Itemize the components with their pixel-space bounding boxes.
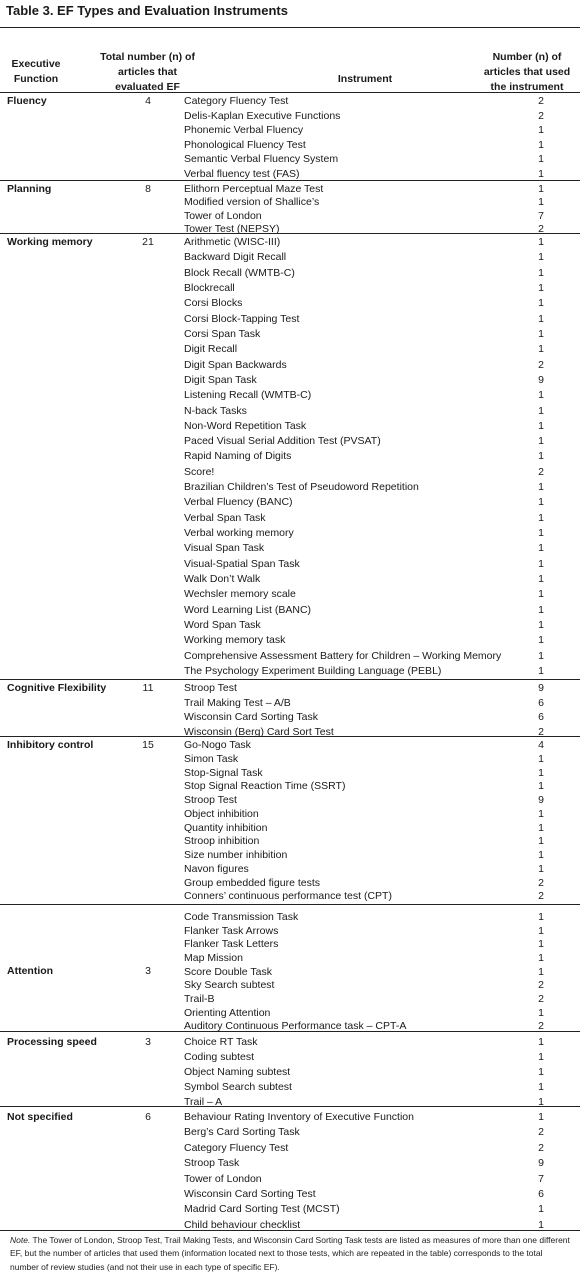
instrument-article-count: 4 [538, 739, 544, 751]
instrument-name: Quantity inhibition [184, 822, 268, 834]
instrument-name: Trail – A [184, 1096, 223, 1108]
instrument-article-count: 1 [538, 139, 544, 151]
instrument-name: Group embedded figure tests [184, 877, 320, 889]
instrument-article-count: 1 [538, 780, 544, 792]
instrument-article-count: 2 [538, 359, 544, 371]
instrument-name: Semantic Verbal Fluency System [184, 153, 339, 165]
bottom-rule [0, 1230, 580, 1231]
instrument-article-count: 1 [538, 588, 544, 600]
instrument-name: Backward Digit Recall [184, 251, 287, 263]
ef-name: Inhibitory control [7, 739, 94, 751]
instrument-name: Stroop inhibition [184, 835, 260, 847]
instrument-name: Delis-Kaplan Executive Functions [184, 110, 341, 122]
instrument-article-count: 1 [538, 604, 544, 616]
top-rule [0, 27, 580, 28]
instrument-article-count: 2 [538, 993, 544, 1005]
instrument-name: Tower of London [184, 1173, 262, 1185]
instrument-article-count: 1 [538, 1096, 544, 1108]
instrument-article-count: 1 [538, 183, 544, 195]
instrument-article-count: 1 [538, 665, 544, 677]
instrument-article-count: 2 [538, 1142, 544, 1154]
instrument-article-count: 1 [538, 196, 544, 208]
instrument-article-count: 1 [538, 966, 544, 978]
instrument-article-count: 7 [538, 210, 544, 222]
header-executive-function: Executive Function [11, 58, 61, 85]
instrument-name: Size number inhibition [184, 849, 288, 861]
instrument-article-count: 1 [538, 1051, 544, 1063]
ef-article-count: 3 [145, 1036, 151, 1048]
instrument-article-count: 1 [538, 450, 544, 462]
group-separator [0, 1106, 580, 1107]
instrument-name: Simon Task [184, 753, 239, 765]
instrument-article-count: 7 [538, 1173, 544, 1185]
instrument-article-count: 1 [538, 512, 544, 524]
header-articles-using-instrument: Number (n) of articles that used the instrument [483, 51, 571, 93]
instrument-article-count: 1 [538, 849, 544, 861]
instrument-name: Verbal Span Task [184, 512, 266, 524]
instrument-name: Stop-Signal Task [184, 767, 263, 779]
instrument-name: Child behaviour checklist [184, 1219, 301, 1231]
instrument-name: Walk Don’t Walk [184, 573, 261, 585]
instrument-article-count: 9 [538, 682, 544, 694]
instrument-article-count: 1 [538, 297, 544, 309]
instrument-name: Choice RT Task [184, 1036, 258, 1048]
instrument-article-count: 1 [538, 435, 544, 447]
instrument-article-count: 2 [538, 223, 544, 235]
instrument-article-count: 1 [538, 124, 544, 136]
group-separator [0, 1031, 580, 1032]
instrument-article-count: 1 [538, 767, 544, 779]
instrument-article-count: 1 [538, 1111, 544, 1123]
instrument-name: Verbal fluency test (FAS) [184, 168, 300, 180]
instrument-article-count: 1 [538, 863, 544, 875]
instrument-article-count: 1 [538, 911, 544, 923]
ef-article-count: 21 [142, 236, 154, 248]
note-label: Note. [10, 1235, 31, 1245]
instrument-article-count: 9 [538, 374, 544, 386]
instrument-name: Go-Nogo Task [184, 739, 251, 751]
instrument-name: Brazilian Children’s Test of Pseudoword Repetition [184, 481, 419, 493]
instrument-name: Verbal Fluency (BANC) [184, 496, 293, 508]
group-separator [0, 736, 580, 737]
instrument-article-count: 9 [538, 1157, 544, 1169]
instrument-name: Working memory task [184, 634, 286, 646]
instrument-name: Visual-Spatial Span Task [184, 558, 300, 570]
instrument-name: Tower Test (NEPSY) [184, 223, 280, 235]
ef-article-count: 6 [145, 1111, 151, 1123]
instrument-name: Wisconsin Card Sorting Test [184, 1188, 316, 1200]
instrument-name: Verbal working memory [184, 527, 294, 539]
instrument-name: Stroop Task [184, 1157, 240, 1169]
instrument-name: Category Fluency Test [184, 1142, 289, 1154]
instrument-article-count: 2 [538, 726, 544, 738]
instrument-article-count: 2 [538, 1020, 544, 1032]
instrument-name: Stroop Test [184, 682, 237, 694]
instrument-article-count: 1 [538, 634, 544, 646]
instrument-article-count: 1 [538, 753, 544, 765]
instrument-article-count: 1 [538, 389, 544, 401]
instrument-article-count: 1 [538, 835, 544, 847]
instrument-article-count: 2 [538, 95, 544, 107]
instrument-name: Trail Making Test – A/B [184, 697, 291, 709]
instrument-name: Category Fluency Test [184, 95, 289, 107]
instrument-article-count: 1 [538, 650, 544, 662]
instrument-article-count: 1 [538, 1066, 544, 1078]
ef-article-count: 8 [145, 183, 151, 195]
ef-name: Not specified [7, 1111, 73, 1123]
instrument-article-count: 2 [538, 110, 544, 122]
ef-article-count: 11 [142, 682, 154, 694]
instrument-article-count: 2 [538, 877, 544, 889]
instrument-article-count: 6 [538, 1188, 544, 1200]
instrument-article-count: 1 [538, 282, 544, 294]
instrument-name: Digit Recall [184, 343, 238, 355]
instrument-article-count: 1 [538, 938, 544, 950]
instrument-name: Stop Signal Reaction Time (SSRT) [184, 780, 346, 792]
instrument-name: Digit Span Task [184, 374, 257, 386]
header-rule [0, 92, 580, 93]
instrument-name: Trail-B [184, 993, 215, 1005]
instrument-article-count: 1 [538, 573, 544, 585]
instrument-name: Block Recall (WMTB-C) [184, 267, 295, 279]
ef-name: Cognitive Flexibility [7, 682, 107, 694]
instrument-name: Coding subtest [184, 1051, 255, 1063]
instrument-name: Madrid Card Sorting Test (MCST) [184, 1203, 340, 1215]
instrument-article-count: 1 [538, 1203, 544, 1215]
ef-name: Processing speed [7, 1036, 97, 1048]
instrument-article-count: 1 [538, 1081, 544, 1093]
instrument-article-count: 1 [538, 1036, 544, 1048]
instrument-article-count: 1 [538, 328, 544, 340]
instrument-name: Auditory Continuous Performance task – CPT-A [184, 1020, 407, 1032]
table-note [10, 1234, 572, 1274]
instrument-name: Flanker Task Arrows [184, 925, 279, 937]
instrument-article-count: 1 [538, 313, 544, 325]
ef-article-count: 3 [145, 965, 151, 977]
instrument-article-count: 1 [538, 420, 544, 432]
instrument-article-count: 1 [538, 925, 544, 937]
ef-name: Working memory [7, 236, 93, 248]
instrument-article-count: 6 [538, 697, 544, 709]
instrument-name: Modified version of Shallice’s [184, 196, 320, 208]
instrument-name: Symbol Search subtest [184, 1081, 292, 1093]
ef-article-count: 4 [145, 95, 151, 107]
instrument-name: Map Mission [184, 952, 243, 964]
instrument-article-count: 1 [538, 952, 544, 964]
instrument-name: Corsi Blocks [184, 297, 243, 309]
instrument-name: Elithorn Perceptual Maze Test [184, 183, 324, 195]
instrument-name: Paced Visual Serial Addition Test (PVSAT) [184, 435, 381, 447]
ef-article-count: 15 [142, 739, 154, 751]
instrument-name: Visual Span Task [184, 542, 265, 554]
instrument-name: Word Span Task [184, 619, 261, 631]
instrument-name: Tower of London [184, 210, 262, 222]
instrument-name: Flanker Task Letters [184, 938, 279, 950]
instrument-name: Listening Recall (WMTB-C) [184, 389, 312, 401]
instrument-article-count: 1 [538, 481, 544, 493]
instrument-name: Phonemic Verbal Fluency [184, 124, 304, 136]
group-separator [0, 180, 580, 181]
header-instrument: Instrument [337, 73, 393, 85]
instrument-article-count: 1 [538, 267, 544, 279]
note-text: The Tower of London, Stroop Test, Trail Making Tests, and Wisconsin Card Sorting Task tests are listed as measures of more than one different EF, but the number of articles that used them (information located next to those tests, which are repeated in the table) corresponds to the total number of review studies (and not their use in each type of specific EF). [10, 1235, 570, 1272]
instrument-article-count: 2 [538, 1126, 544, 1138]
instrument-article-count: 2 [538, 890, 544, 902]
instrument-name: Wisconsin Card Sorting Task [184, 711, 319, 723]
instrument-article-count: 1 [538, 496, 544, 508]
instrument-article-count: 1 [538, 808, 544, 820]
instrument-name: Digit Span Backwards [184, 359, 287, 371]
ef-name: Planning [7, 183, 52, 195]
instrument-name: Behaviour Rating Inventory of Executive Function [184, 1111, 414, 1123]
instrument-name: Arithmetic (WISC-III) [184, 236, 281, 248]
group-separator [0, 233, 580, 234]
group-separator [0, 904, 580, 905]
instrument-article-count: 1 [538, 527, 544, 539]
group-separator [0, 679, 580, 680]
instrument-article-count: 1 [538, 1007, 544, 1019]
instrument-name: N-back Tasks [184, 405, 247, 417]
instrument-name: Comprehensive Assessment Battery for Children – Working Memory [184, 650, 502, 662]
instrument-article-count: 1 [538, 153, 544, 165]
instrument-article-count: 1 [538, 542, 544, 554]
instrument-name: Berg’s Card Sorting Task [184, 1126, 300, 1138]
instrument-name: Rapid Naming of Digits [184, 450, 292, 462]
instrument-name: Code Transmission Task [184, 911, 299, 923]
instrument-name: Score Double Task [184, 966, 272, 978]
ef-name: Fluency [7, 95, 47, 107]
instrument-name: Word Learning List (BANC) [184, 604, 312, 616]
instrument-name: Non-Word Repetition Task [184, 420, 307, 432]
instrument-name: Blockrecall [184, 282, 235, 294]
instrument-article-count: 1 [538, 619, 544, 631]
ef-name: Attention [7, 965, 54, 977]
instrument-name: Wisconsin (Berg) Card Sort Test [184, 726, 334, 738]
instrument-name: Navon figures [184, 863, 249, 875]
instrument-name: Wechsler memory scale [184, 588, 296, 600]
instrument-name: Corsi Block-Tapping Test [184, 313, 300, 325]
instrument-name: Phonological Fluency Test [184, 139, 306, 151]
instrument-article-count: 1 [538, 1219, 544, 1231]
instrument-article-count: 2 [538, 466, 544, 478]
instrument-article-count: 9 [538, 794, 544, 806]
instrument-name: Score! [184, 466, 215, 478]
header-total-articles: Total number (n) of articles that evaluated EF [100, 51, 195, 93]
instrument-name: Object inhibition [184, 808, 259, 820]
instrument-name: Corsi Span Task [184, 328, 261, 340]
instrument-name: Orienting Attention [184, 1007, 271, 1019]
instrument-article-count: 1 [538, 168, 544, 180]
instrument-article-count: 1 [538, 343, 544, 355]
instrument-article-count: 1 [538, 236, 544, 248]
instrument-name: Object Naming subtest [184, 1066, 291, 1078]
table-title: Table 3. EF Types and Evaluation Instruments [6, 3, 288, 18]
instrument-name: The Psychology Experiment Building Language (PEBL) [184, 665, 442, 677]
instrument-article-count: 1 [538, 558, 544, 570]
instrument-article-count: 1 [538, 405, 544, 417]
instrument-name: Conners’ continuous performance test (CPT) [184, 890, 392, 902]
instrument-name: Sky Search subtest [184, 979, 275, 991]
instrument-article-count: 6 [538, 711, 544, 723]
instrument-article-count: 1 [538, 251, 544, 263]
instrument-article-count: 2 [538, 979, 544, 991]
instrument-article-count: 1 [538, 822, 544, 834]
instrument-name: Stroop Test [184, 794, 237, 806]
